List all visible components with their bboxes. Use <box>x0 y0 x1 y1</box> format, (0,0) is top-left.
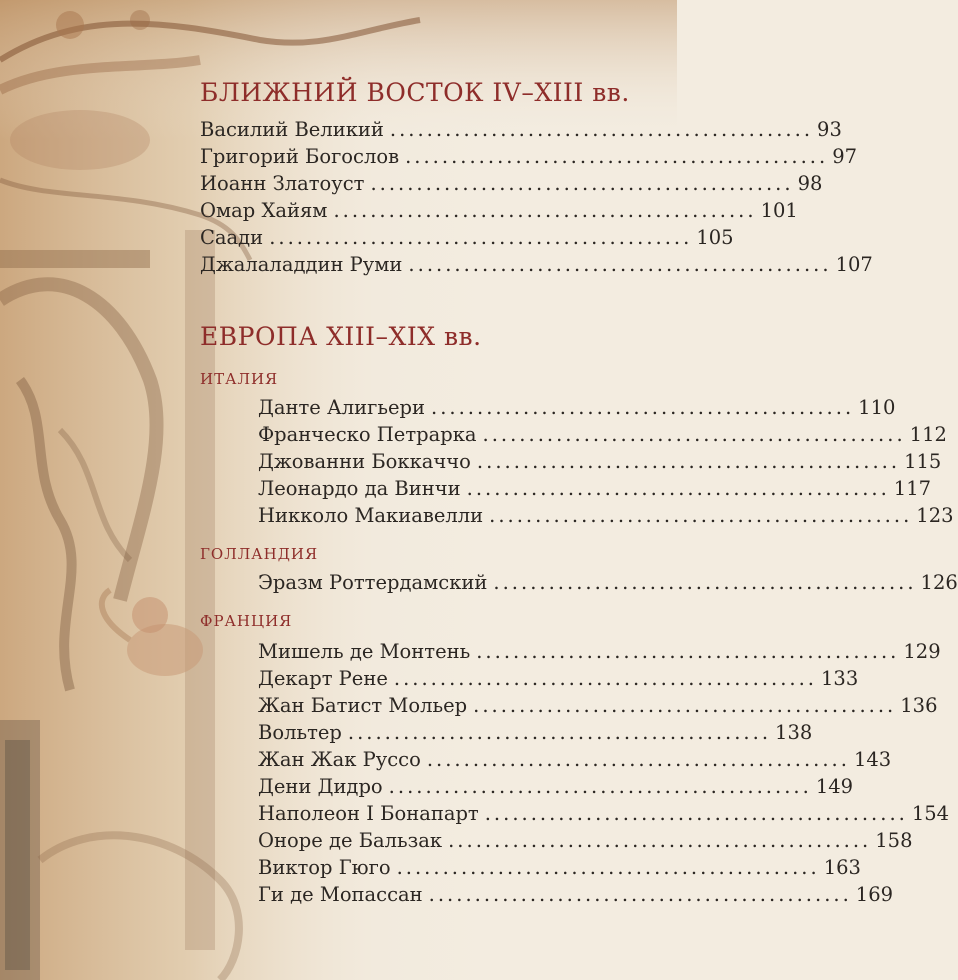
toc-entry[interactable] <box>200 253 873 280</box>
toc-entry[interactable] <box>258 396 896 423</box>
leader-dots: .............................................. <box>493 571 917 594</box>
entry-page: 133 <box>821 667 859 690</box>
entry-page: 112 <box>909 423 947 446</box>
entry-name: Джалаладдин Руми <box>200 253 403 276</box>
leader-dots: .............................................. <box>466 477 890 500</box>
toc-entry[interactable] <box>258 450 942 477</box>
leader-dots: .............................................. <box>476 640 900 663</box>
entry-name: Никколо Макиавелли <box>258 504 484 527</box>
toc-entry[interactable] <box>200 118 842 145</box>
entry-page: 163 <box>823 856 861 879</box>
entry-page: 138 <box>775 721 813 744</box>
entry-name: Наполеон I Бонапарт <box>258 802 479 825</box>
toc-entry[interactable] <box>258 477 932 504</box>
entry-page: 154 <box>911 802 950 825</box>
leader-dots: .............................................. <box>448 829 872 852</box>
entry-page: 149 <box>815 775 854 798</box>
toc-entry[interactable] <box>258 667 859 694</box>
leader-dots: .............................................. <box>396 856 820 879</box>
toc-entry[interactable] <box>258 883 894 910</box>
entry-page: 97 <box>832 145 858 168</box>
leader-dots: .............................................. <box>484 802 908 825</box>
entry-name: Данте Алигьери <box>258 396 426 419</box>
entry-page: 158 <box>875 829 913 852</box>
leader-dots: .............................................. <box>408 253 832 276</box>
toc-entry[interactable] <box>200 172 823 199</box>
subheading-holland: ГОЛЛАНДИЯ <box>200 545 319 563</box>
entry-page: 115 <box>904 450 942 473</box>
leader-dots: .............................................. <box>269 226 693 249</box>
entry-name: Саади <box>200 226 264 249</box>
section-title-europe: ЕВРОПА XIII–XIX вв. <box>200 322 482 351</box>
toc-entry[interactable] <box>258 856 861 883</box>
entry-name: Вольтер <box>258 721 342 744</box>
leader-dots: .............................................. <box>482 423 906 446</box>
entry-name: Ги де Мопассан <box>258 883 423 906</box>
leader-dots: .............................................. <box>347 721 772 744</box>
entry-name: Декарт Рене <box>258 667 388 690</box>
leader-dots: .............................................. <box>370 172 794 195</box>
leader-dots: .............................................. <box>333 199 757 222</box>
entry-name: Франческо Петрарка <box>258 423 477 446</box>
toc-entry[interactable] <box>258 571 958 598</box>
toc-entry[interactable] <box>258 721 813 748</box>
subheading-italy: ИТАЛИЯ <box>200 370 279 388</box>
toc-entry[interactable] <box>258 504 954 531</box>
entry-name: Эразм Роттердамский <box>258 571 488 594</box>
entry-name: Оноре де Бальзак <box>258 829 443 852</box>
subheading-france: ФРАНЦИЯ <box>200 612 293 630</box>
entry-name: Жан Жак Руссо <box>258 748 421 771</box>
section-title-middle-east: БЛИЖНИЙ ВОСТОК IV–XIII вв. <box>200 78 630 107</box>
toc-entry[interactable] <box>258 829 913 856</box>
leader-dots: .............................................. <box>405 145 829 168</box>
toc-entry[interactable] <box>258 640 941 667</box>
toc-entry[interactable] <box>258 423 947 450</box>
leader-dots: .............................................. <box>476 450 901 473</box>
leader-dots: .............................................. <box>473 694 897 717</box>
entry-name: Омар Хайям <box>200 199 328 222</box>
entry-name: Жан Батист Мольер <box>258 694 468 717</box>
leader-dots: .............................................. <box>426 748 850 771</box>
leader-dots: .............................................. <box>389 118 814 141</box>
entry-name: Виктор Гюго <box>258 856 391 879</box>
entry-page: 110 <box>858 396 896 419</box>
entry-page: 136 <box>900 694 938 717</box>
leader-dots: .............................................. <box>431 396 855 419</box>
toc-entry[interactable] <box>258 748 892 775</box>
entry-page: 107 <box>835 253 873 276</box>
entry-page: 101 <box>760 199 798 222</box>
toc-entry[interactable] <box>258 694 938 721</box>
toc-entry[interactable] <box>258 775 854 802</box>
entry-page: 123 <box>916 504 954 527</box>
leader-dots: .............................................. <box>388 775 812 798</box>
entry-name: Иоанн Златоуст <box>200 172 365 195</box>
leader-dots: .............................................. <box>393 667 818 690</box>
toc-entry[interactable] <box>258 802 950 829</box>
toc-entry[interactable] <box>200 226 734 253</box>
entry-page: 117 <box>893 477 932 500</box>
entry-page: 98 <box>797 172 823 195</box>
entry-name: Джованни Боккаччо <box>258 450 471 473</box>
entry-page: 93 <box>817 118 842 141</box>
entry-name: Василий Великий <box>200 118 384 141</box>
entry-page: 129 <box>903 640 941 663</box>
entry-name: Дени Дидро <box>258 775 383 798</box>
toc-entry[interactable] <box>200 199 798 226</box>
entry-page: 126 <box>920 571 958 594</box>
toc-entry[interactable] <box>200 145 858 172</box>
leader-dots: .............................................. <box>428 883 852 906</box>
entry-page: 105 <box>696 226 734 249</box>
leader-dots: .............................................. <box>489 504 913 527</box>
entry-page: 143 <box>853 748 892 771</box>
entry-name: Леонардо да Винчи <box>258 477 461 500</box>
entry-page: 169 <box>855 883 894 906</box>
entry-name: Мишель де Монтень <box>258 640 471 663</box>
entry-name: Григорий Богослов <box>200 145 400 168</box>
